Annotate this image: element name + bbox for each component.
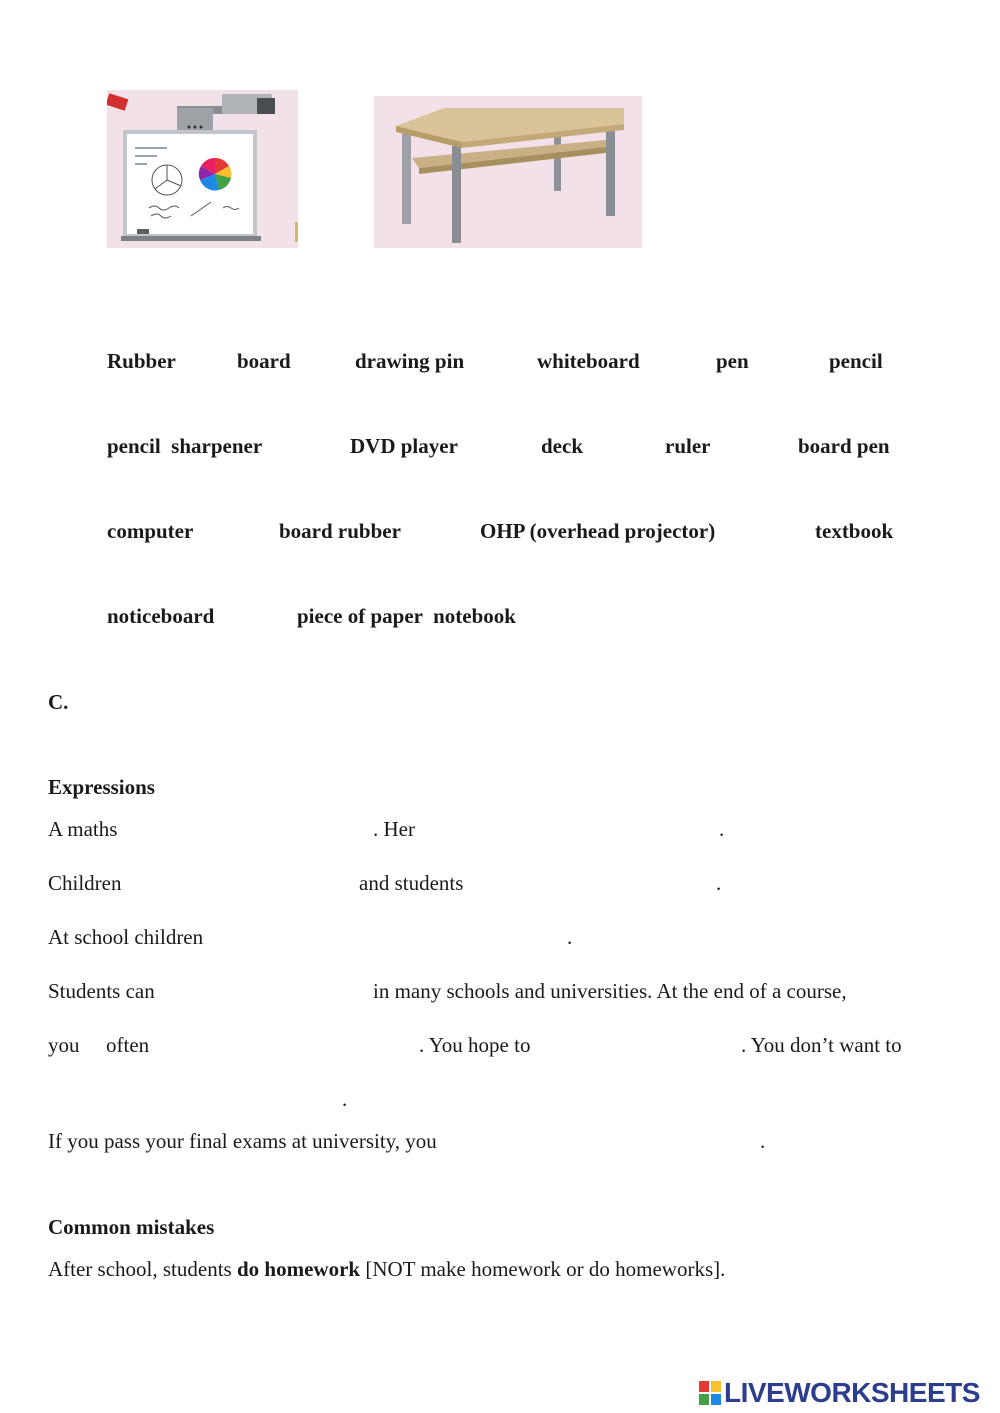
word-bank-item: board: [237, 349, 291, 373]
desk-illustration: [374, 96, 642, 248]
common-mistake-text: After school, students: [48, 1257, 237, 1281]
expression-text: If you pass your final exams at university, you: [48, 1129, 437, 1153]
expression-text: . You hope to: [419, 1033, 531, 1057]
common-mistakes-heading: Common mistakes: [48, 1215, 215, 1239]
word-bank-item: OHP (overhead projector): [480, 519, 716, 543]
expression-text: .: [760, 1129, 766, 1153]
expression-text: Children: [48, 871, 122, 895]
expression-text: in many schools and universities. At the end of a course,: [373, 979, 847, 1003]
expression-text: you: [48, 1033, 80, 1057]
liveworksheets-logo-icon: [698, 1380, 722, 1406]
expression-text: .: [719, 817, 725, 841]
expression-text: .: [342, 1087, 348, 1111]
common-mistake-bold: do homework: [236, 1257, 361, 1281]
liveworksheets-logo-text: LIVEWORKSHEETS: [724, 1377, 980, 1408]
expression-text: often: [106, 1033, 150, 1057]
expression-text: At school children: [48, 925, 204, 949]
common-mistake-sentence: [48, 1257, 725, 1282]
desk-picture: [374, 96, 642, 248]
liveworksheets-logo: [698, 1374, 980, 1412]
expression-text: . You don’t want to: [741, 1033, 902, 1057]
expression-text: .: [567, 925, 573, 949]
word-bank-item: ruler: [665, 434, 711, 458]
expression-text: and students: [359, 871, 464, 895]
word-bank-item: board rubber: [279, 519, 401, 543]
whiteboard-picture: [107, 90, 298, 248]
word-bank-item: deck: [541, 434, 583, 458]
common-mistake-text: [NOT make homework or do homeworks].: [360, 1257, 726, 1281]
word-bank-item: pencil sharpener: [107, 434, 263, 458]
word-bank-item: computer: [107, 519, 194, 543]
whiteboard-illustration: [107, 90, 298, 248]
expressions-heading: Expressions: [48, 775, 155, 799]
word-bank-item: noticeboard: [107, 604, 215, 628]
word-bank-item: DVD player: [350, 434, 458, 458]
word-bank-item: pencil: [829, 349, 883, 373]
word-bank-item: Rubber: [107, 349, 176, 373]
word-bank-item: textbook: [815, 519, 894, 543]
word-bank-item: pen: [716, 349, 749, 373]
expression-text: A maths: [48, 817, 118, 841]
word-bank-item: drawing pin: [355, 349, 465, 373]
expression-text: Students can: [48, 979, 155, 1003]
expression-text: .: [716, 871, 722, 895]
expression-text: . Her: [373, 817, 415, 841]
word-bank-item: piece of paper notebook: [297, 604, 516, 628]
word-bank-item: board pen: [798, 434, 890, 458]
word-bank-item: whiteboard: [537, 349, 640, 373]
section-c-label: C.: [48, 690, 69, 714]
